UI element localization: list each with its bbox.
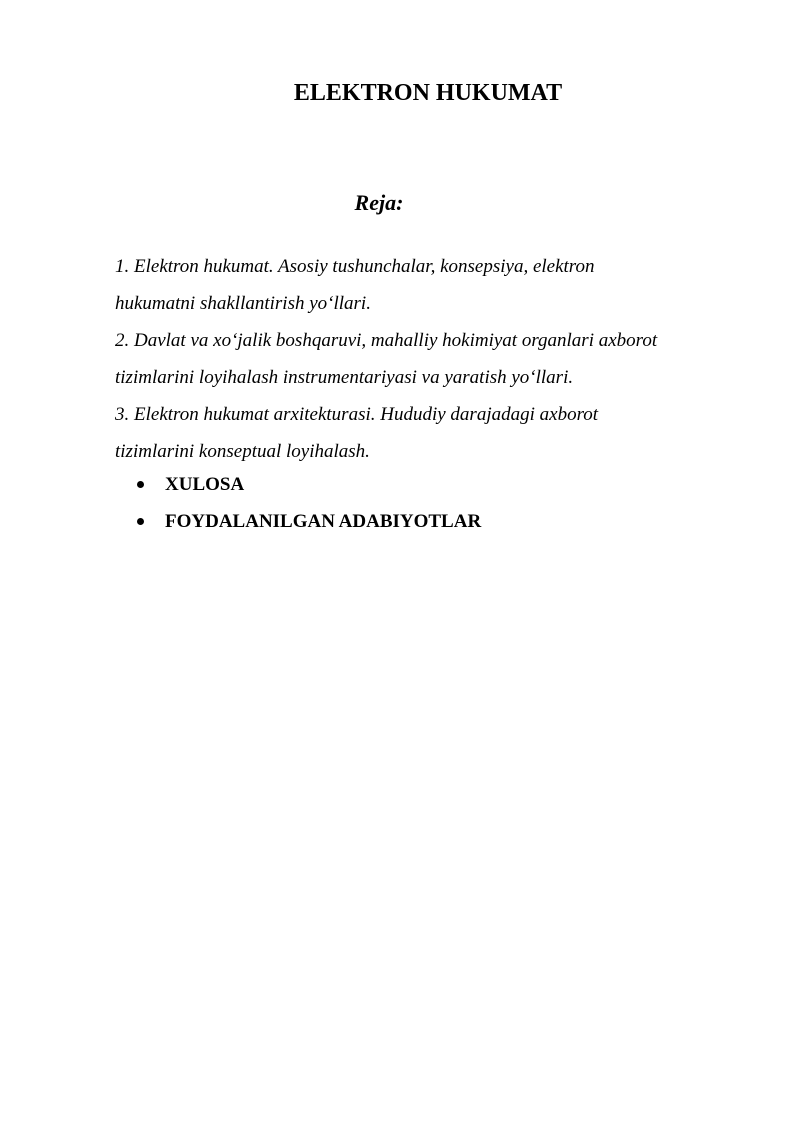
plan-item-number: 2.: [115, 330, 130, 351]
document-title: ELEKTRON HUKUMAT: [293, 80, 563, 106]
plan-item-line: [115, 322, 755, 359]
plan-item-1: [115, 248, 755, 322]
plan-item-line: tizimlarini konseptual loyihalash.: [115, 441, 370, 462]
plan-item-number: 1.: [115, 256, 130, 277]
bullet-item-references: [135, 503, 481, 540]
bullet-list: [135, 466, 481, 540]
plan-item-line: [115, 248, 755, 285]
bullet-dot-icon: [137, 481, 144, 488]
plan-item-number: 3.: [115, 404, 130, 425]
plan-heading: Reja:: [354, 190, 404, 215]
bullet-item-label: XULOSA: [165, 474, 245, 495]
plan-item-text: Davlat va xo‘jalik boshqaruvi, mahalliy hokimiyat organlari axborot: [134, 330, 658, 351]
plan-item-2: [115, 322, 755, 396]
plan-item-line: hukumatni shakllantirish yo‘llari.: [115, 293, 371, 314]
plan-item-line: tizimlarini loyihalash instrumentariyasi va yaratish yo‘llari.: [115, 367, 574, 388]
plan-item-text: Elektron hukumat arxitekturasi. Hududiy darajadagi axborot: [134, 404, 599, 425]
bullet-dot-icon: [137, 518, 144, 525]
plan-item-line: [115, 396, 755, 433]
bullet-item-conclusion: [135, 466, 481, 503]
plan-item-3: [115, 396, 755, 470]
bullet-item-label: FOYDALANILGAN ADABIYOTLAR: [165, 511, 482, 532]
plan-item-text: Elektron hukumat. Asosiy tushunchalar, konsepsiya, elektron: [134, 256, 595, 277]
plan-list: [115, 248, 755, 470]
